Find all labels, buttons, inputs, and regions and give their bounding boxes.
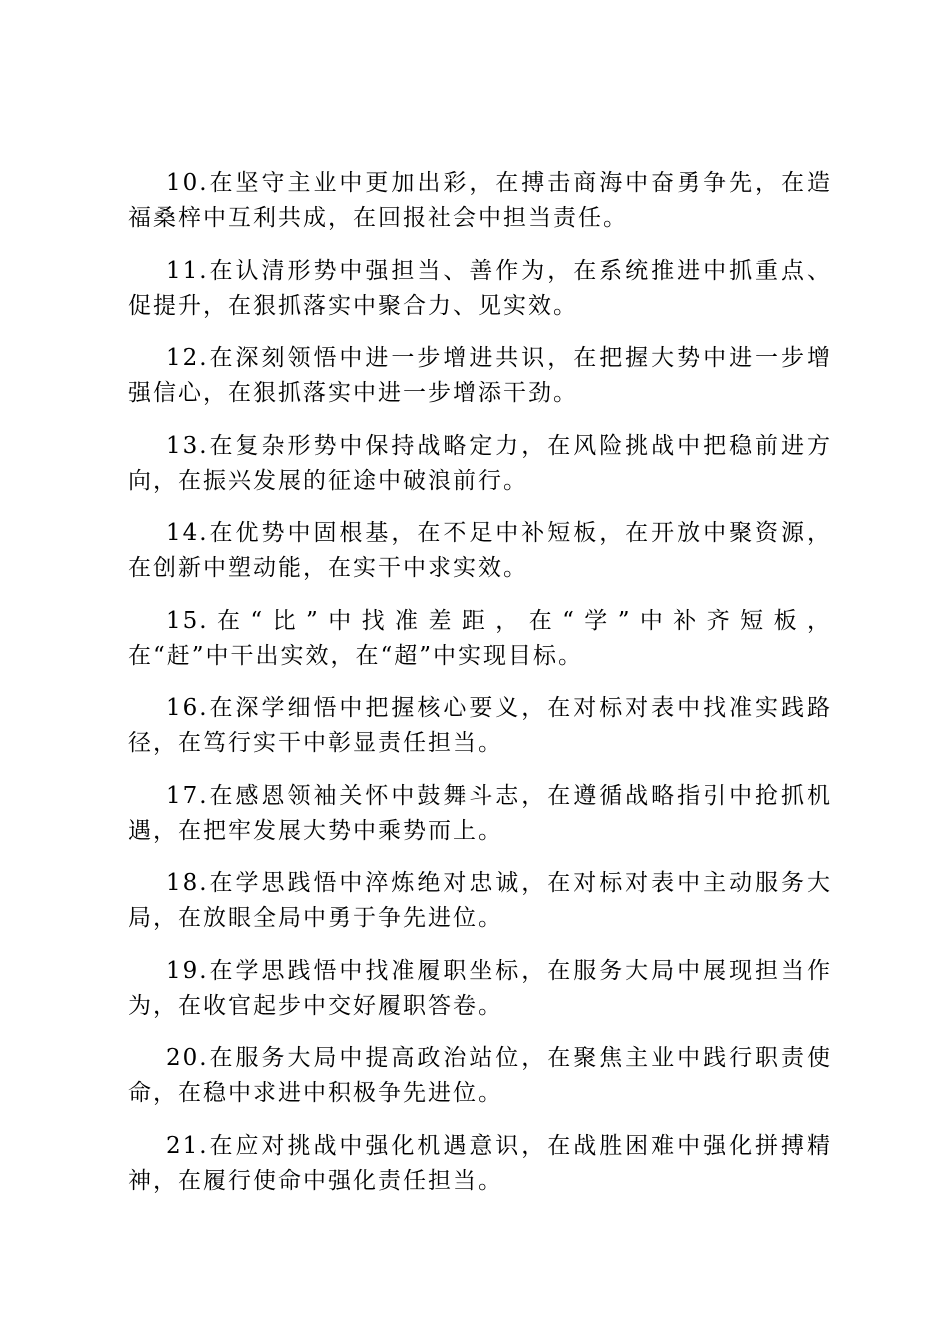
paragraph-10: 10.在坚守主业中更加出彩，在搏击商海中奋勇争先，在造福桑梓中互利共成，在回报社会中担当责任。: [128, 170, 832, 231]
paragraph-15-line-1: 15.在“比”中找准差距，在“学”中补齐短板，: [166, 607, 832, 634]
paragraph-19: 19.在学思践悟中找准履职坐标，在服务大局中展现担当作为，在收官起步中交好履职答卷。: [128, 957, 832, 1019]
paragraph-18: 18.在学思践悟中淬炼绝对忠诚，在对标对表中主动服务大局，在放眼全局中勇于争先进位。: [128, 870, 832, 931]
document-body: [128, 166, 832, 1216]
paragraph-15: [128, 604, 832, 674]
paragraph-17: 17.在感恩领袖关怀中鼓舞斗志，在遵循战略指引中抢抓机遇，在把牢发展大势中乘势而上。: [128, 782, 832, 844]
paragraph-21: 21.在应对挑战中强化机遇意识，在战胜困难中强化拼搏精神，在履行使命中强化责任担当。: [128, 1132, 832, 1194]
paragraph-12: 12.在深刻领悟中进一步增进共识，在把握大势中进一步增强信心，在狠抓落实中进一步增添干劲。: [128, 345, 832, 406]
paragraph-14: 14.在优势中固根基，在不足中补短板，在开放中聚资源，在创新中塑动能，在实干中求实效。: [128, 520, 832, 581]
paragraph-20: 20.在服务大局中提高政治站位，在聚焦主业中践行职责使命，在稳中求进中积极争先进位。: [128, 1045, 832, 1106]
paragraph-15-line-2: 在“赶”中干出实效，在“超”中实现目标。: [128, 642, 584, 669]
paragraph-16: 16.在深学细悟中把握核心要义，在对标对表中找准实践路径，在笃行实干中彰显责任担当。: [128, 695, 832, 756]
paragraph-13: 13.在复杂形势中保持战略定力，在风险挑战中把稳前进方向，在振兴发展的征途中破浪前行。: [128, 432, 832, 494]
paragraph-11: 11.在认清形势中强担当、善作为，在系统推进中抓重点、促提升，在狠抓落实中聚合力、见实效。: [128, 257, 832, 319]
